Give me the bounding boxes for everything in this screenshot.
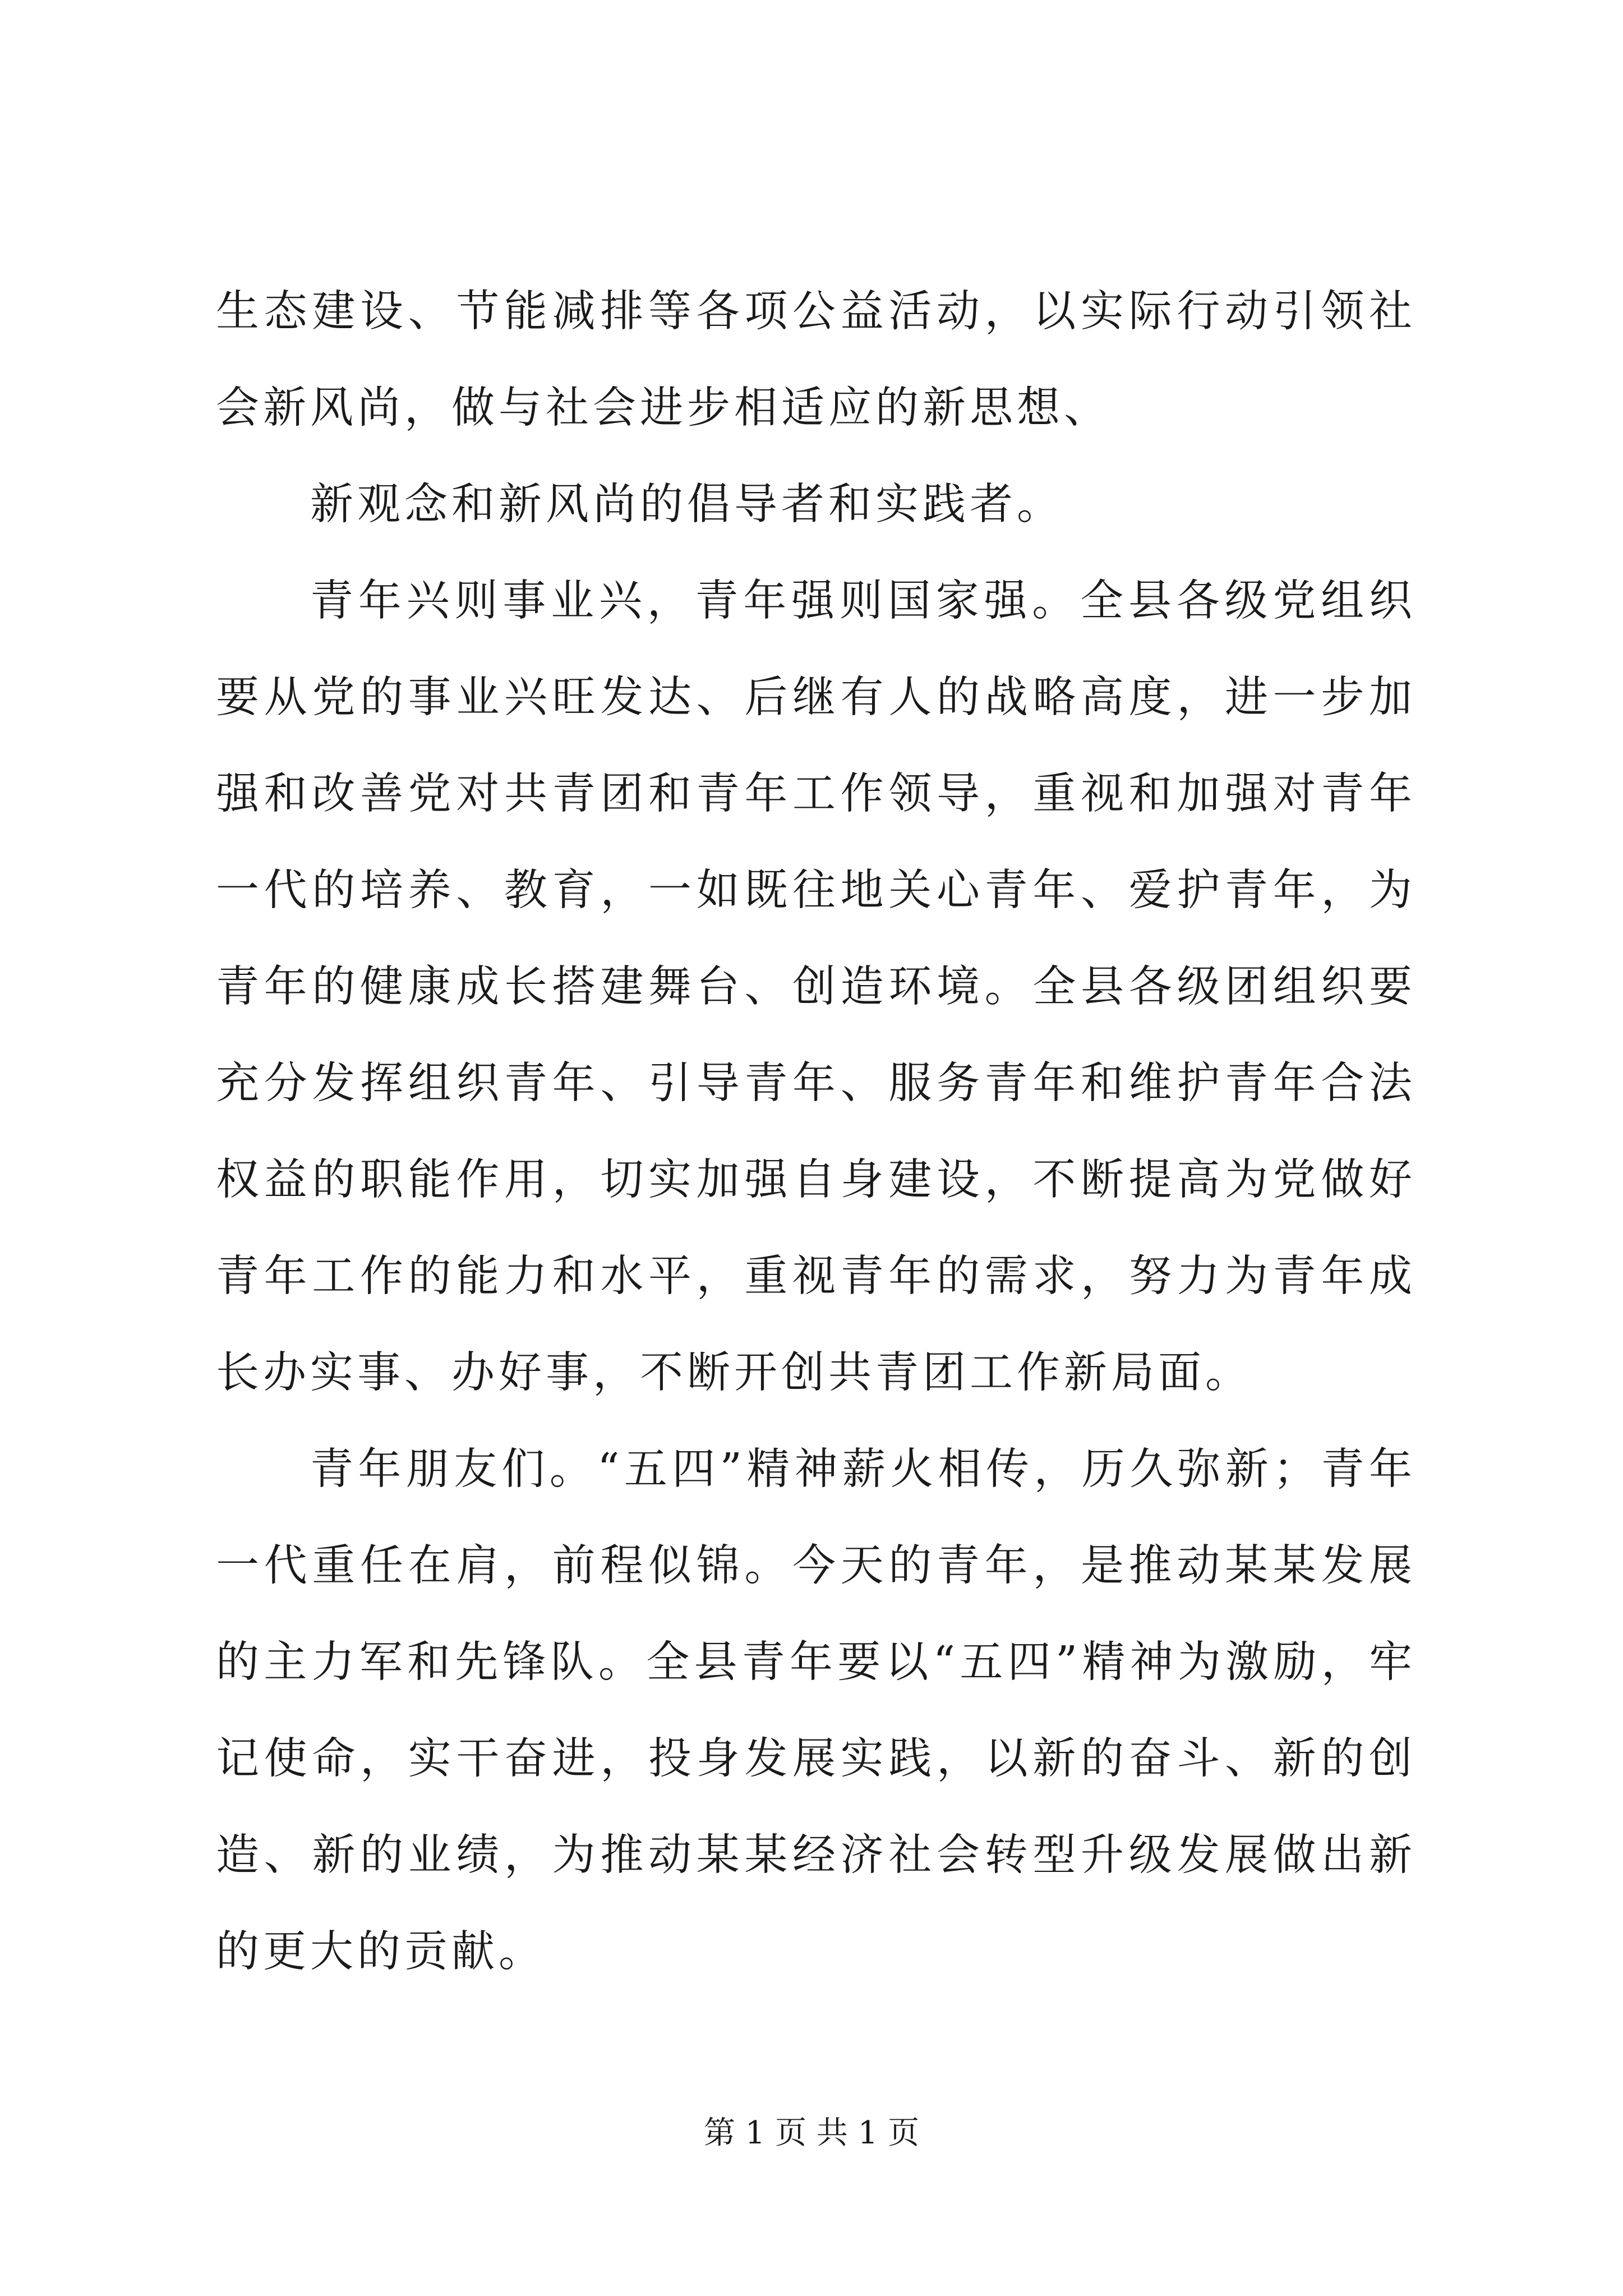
paragraph: 青年兴则事业兴，青年强则国家强。全县各级党组织要从党的事业兴旺发达、后继有人的战略高度，进一步加强和改善党对共青团和青年工作领导，重视和加强对青年一代的培养、教育，一如既往地关心青年、爱护青年，为青年的健康成长搭建舞台、创造环境。全县各级团组织要充分发挥组织青年、引导青年、服务青年和维护青年合法权益的职能作用，切实加强自身建设，不断提高为党做好青年工作的能力和水平，重视青年的需求，努力为青年成长办实事、办好事，不断开创共青团工作新局面。 <box>216 576 1416 1398</box>
document-body <box>216 264 1416 2000</box>
paragraph: 生态建设、节能减排等各项公益活动，以实际行动引领社会新风尚，做与社会进步相适应的新思想、 <box>216 287 1416 433</box>
paragraph: 新观念和新风尚的倡导者和实践者。 <box>310 480 1064 530</box>
page-footer: 第 1 页 共 1 页 <box>703 2115 920 2151</box>
paragraph: 青年朋友们。“五四”精神薪火相传，历久弥新；青年一代重任在肩，前程似锦。今天的青年，是推动某某发展的主力军和先锋队。全县青年要以“五四”精神为激励，牢记使命，实干奋进，投身发展实践，以新的奋斗、新的创造、新的业绩，为推动某某经济社会转型升级发展做出新的更大的贡献。 <box>216 1444 1416 1977</box>
